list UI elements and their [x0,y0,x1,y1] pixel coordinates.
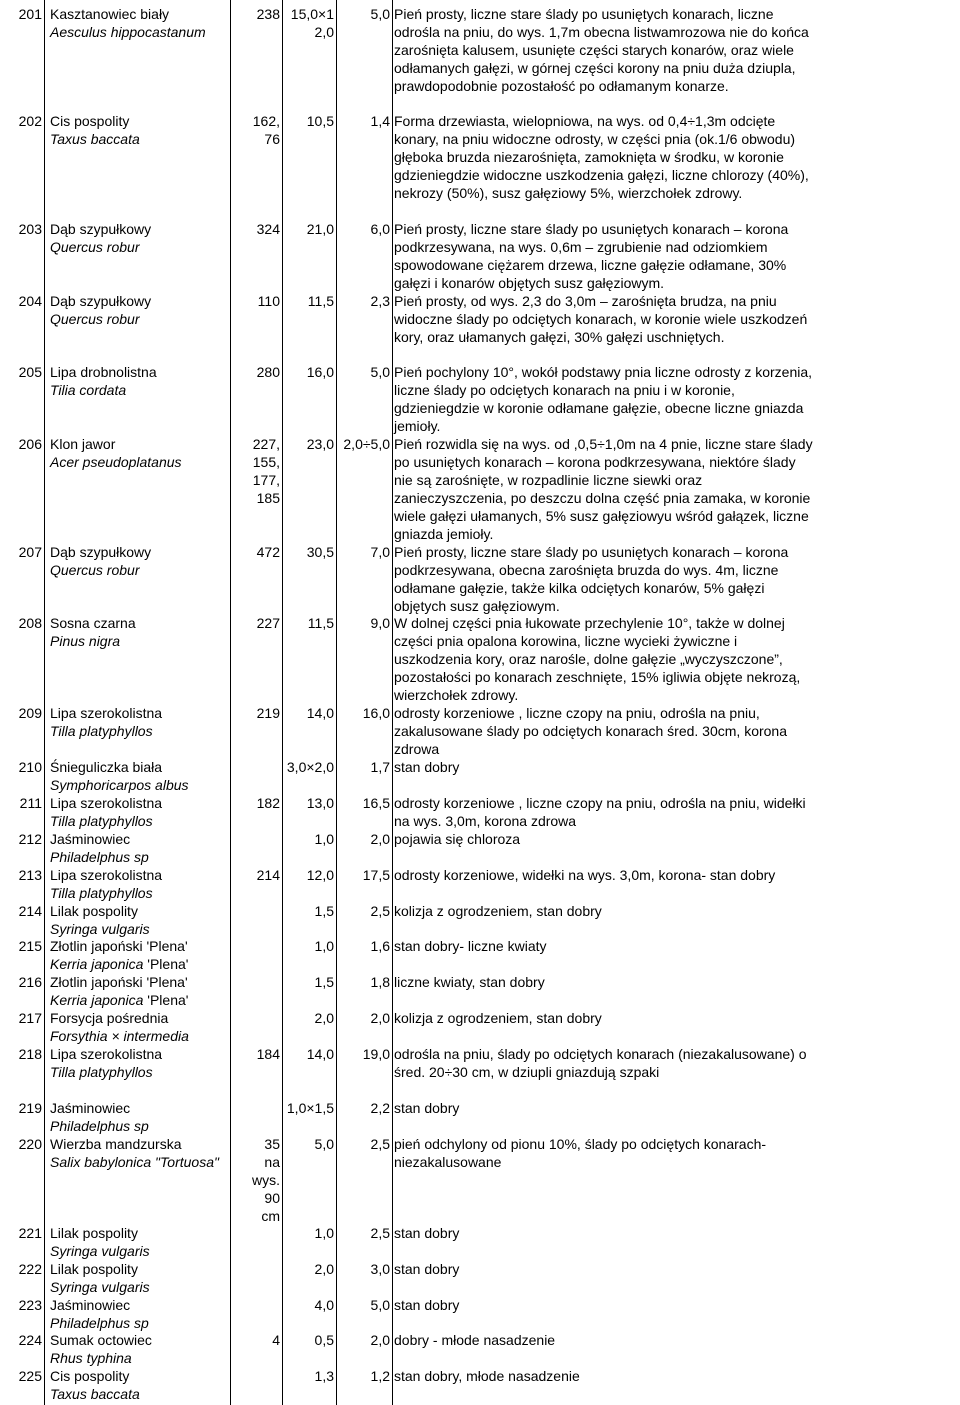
polish-name: Lipa szerokolistna [50,1046,163,1062]
row-number: 223 [18,1297,42,1313]
crown-diameter: 3,0 [370,1261,390,1277]
tree-name [50,937,235,973]
tree-name [50,1296,235,1332]
description-line: liczne kwiaty, stan dobry [394,974,545,990]
latin-name-italic: Kerria japonica [50,956,144,972]
condition-description [394,973,958,991]
tree-height: 5,0 [314,1136,334,1152]
description-line: części pnia opalona korowina, liczne wycieki żywiczne i [394,633,738,649]
polish-name: Sosna czarna [50,615,136,631]
latin-name [50,23,235,41]
description-line: Pień prosty, liczne stare ślady po usuniętych konarach – korona [394,221,789,237]
trunk-circumference: 227 [256,615,280,631]
latin-name [50,1349,235,1367]
description-line: śred. 20÷30 cm, w dziupli gniazdują szpaki [394,1064,660,1080]
latin-name-italic: Tilla platyphyllos [50,1064,153,1080]
tree-height: 15,0×1 2,0 [290,6,334,40]
latin-name-italic: Tilla platyphyllos [50,723,153,739]
description-line: odłamanych gałęzi, w górnej części korony na pniu duża dziupla, [394,60,796,76]
condition-description [394,902,958,920]
trunk-circumference: 182 [256,795,280,811]
tree-name [50,1260,235,1296]
description-line: pozostałości po konarach zeschnięte, 15% igliwia objęte nekrozą, [394,669,801,685]
condition-description [394,5,958,95]
row-number: 202 [18,113,42,129]
latin-name [50,453,235,471]
condition-description [394,220,958,292]
tree-height: 2,0 [314,1261,334,1277]
description-line: Pień rozwidla się na wys. od ,0,5÷1,0m na 4 pnie, liczne stare ślady [394,436,813,452]
polish-name: Wierzba mandzurska [50,1136,182,1152]
latin-name [50,1314,235,1332]
tree-name [50,614,235,650]
latin-name-italic: Tilla platyphyllos [50,813,153,829]
crown-diameter: 7,0 [370,544,390,560]
row-number: 211 [19,795,42,811]
tree-height: 14,0 [306,1046,334,1062]
latin-name-italic: Salix babylonica "Tortuosa" [50,1154,219,1170]
latin-name [50,238,235,256]
crown-diameter: 2,0 [370,1332,390,1348]
latin-name-italic: Aesculus hippocastanum [50,24,206,40]
condition-description [394,1296,958,1314]
polish-name: Lipa szerokolistna [50,705,163,721]
condition-description [394,794,958,830]
latin-name [50,722,235,740]
description-line: odłamane gałęzie, także kilka odciętych konarów, 5% gałęzi [394,580,765,596]
description-line: odrośla na pniu, do wys. 1,7m obecna listwamrozowa nie do końca [394,24,809,40]
polish-name: Lilak pospolity [50,1261,138,1277]
row-number: 213 [18,867,42,883]
tree-height: 1,0×1,5 [286,1100,334,1116]
description-line: odrośla na pniu, ślady po odciętych konarach (niezakalusowane) o [394,1046,807,1062]
description-line: gniazda jemioły. [394,526,494,542]
description-line: Forma drzewiasta, wielopniowa, na wys. od 0,4÷1,3m odcięte [394,113,776,129]
tree-name [50,758,235,794]
latin-name-italic: Syringa vulgaris [50,921,150,937]
tree-name [50,112,235,148]
latin-name [50,381,235,399]
tree-height: 1,5 [314,974,334,990]
description-line: pień odchylony od pionu 10%, ślady po odciętych konarach- [394,1136,767,1152]
tree-height: 3,0×2,0 [286,759,334,775]
description-line: uszkodzenia kory, oraz narośle, dolne gałęzie „wyczyszczone”, [394,651,783,667]
description-line: wierzchołek zdrowy. [394,687,519,703]
tree-name [50,1367,235,1403]
latin-name-italic: Tilla platyphyllos [50,885,153,901]
tree-name [50,794,235,830]
latin-name-italic: Philadelphus sp [50,849,149,865]
latin-name [50,884,235,902]
condition-description [394,1224,958,1242]
polish-name: Dąb szypułkowy [50,221,152,237]
latin-name-italic: Quercus robur [50,311,140,327]
tree-name [50,435,235,471]
tree-height: 1,3 [314,1368,334,1384]
tree-height: 14,0 [306,705,334,721]
latin-name-italic: Rhus typhina [50,1350,132,1366]
description-line: podkrzesywana, na wys. 0,6m – zgrubienie nad odziomkiem [394,239,768,255]
description-line: Pień prosty, liczne stare ślady po usuniętych konarach, liczne [394,6,774,22]
description-line: widoczne ślady po odciętych konarach, w koronie wiele uszkodzeń [394,311,808,327]
description-line: zarośnięta kalusem, usunięte części starych konarów, oraz wiele [394,42,794,58]
tree-height: 16,0 [306,364,334,380]
column-divider [44,0,45,1405]
description-line: stan dobry [394,759,460,775]
description-line: Pień prosty, liczne stare ślady po usuniętych konarach – korona [394,544,789,560]
row-number: 216 [18,974,42,990]
row-number: 225 [18,1368,42,1384]
polish-name: Lilak pospolity [50,1225,138,1241]
trunk-circumference: 35 na wys. 90 cm [252,1136,280,1224]
polish-name: Cis pospolity [50,1368,130,1384]
crown-diameter: 9,0 [370,615,390,631]
latin-name [50,1385,235,1403]
polish-name: Złotlin japoński 'Plena' [50,974,188,990]
row-number: 215 [18,938,42,954]
polish-name: Lipa szerokolistna [50,795,163,811]
tree-name [50,220,235,256]
condition-description [394,292,958,346]
row-number: 206 [18,436,42,452]
description-line: dobry - młode nasadzenie [394,1332,556,1348]
tree-name [50,902,235,938]
latin-name-italic: Quercus robur [50,562,140,578]
description-line: stan dobry [394,1225,460,1241]
tree-name [50,830,235,866]
row-number: 214 [18,903,42,919]
description-line: gałęzi i konarów objętych susz gałęziowym. [394,275,665,291]
description-line: W dolnej części pnia łukowate przechylenie 10°, także w dolnej [394,615,785,631]
tree-name [50,363,235,399]
description-line: na wys. 3,0m, korona zdrowa [394,813,577,829]
tree-name [50,704,235,740]
polish-name: Dąb szypułkowy [50,544,152,560]
column-divider [336,0,337,1405]
description-line: jemioły. [394,418,441,434]
latin-name [50,1153,235,1171]
condition-description [394,1045,958,1081]
description-line: zdrowa [394,741,440,757]
trunk-circumference: 238 [256,6,280,22]
row-number: 222 [18,1261,42,1277]
condition-description [394,937,958,955]
crown-diameter: 2,2 [370,1100,390,1116]
tree-height: 12,0 [306,867,334,883]
row-number: 220 [18,1136,42,1152]
polish-name: Złotlin japoński 'Plena' [50,938,188,954]
latin-name-italic: Acer pseudoplatanus [50,454,182,470]
row-number: 209 [18,705,42,721]
tree-name [50,5,235,41]
cultivar-suffix: 'Plena' [143,992,189,1008]
latin-name-italic: Philadelphus sp [50,1315,149,1331]
row-number: 221 [18,1225,42,1241]
column-divider [282,0,283,1405]
description-line: kolizja z ogrodzeniem, stan dobry [394,903,602,919]
condition-description [394,830,958,848]
description-line: liczne ślady po odciętych konarach na pniu i w koronie, [394,382,735,398]
tree-name [50,292,235,328]
description-line: pojawia się chloroza [394,831,521,847]
description-line: stan dobry [394,1297,460,1313]
latin-name-italic: Syringa vulgaris [50,1279,150,1295]
description-line: wiele gałęzi ułamanych, 5% susz gałęziowyu wśród gałązek, liczne [394,508,809,524]
condition-description [394,363,958,435]
crown-diameter: 1,2 [370,1368,390,1384]
crown-diameter: 2,0 [370,831,390,847]
description-line: gdzieniegdzie widoczne uszkodzenia gałęzi, liczne chlorozy (40%), [394,167,809,183]
latin-name-italic: Symphoricarpos albus [50,777,189,793]
row-number: 218 [18,1046,42,1062]
polish-name: Kasztanowiec biały [50,6,170,22]
tree-name [50,1009,235,1045]
description-line: kolizja z ogrodzeniem, stan dobry [394,1010,602,1026]
crown-diameter: 5,0 [370,1297,390,1313]
trunk-circumference: 162, 76 [252,113,280,147]
latin-name [50,1063,235,1081]
latin-name [50,848,235,866]
tree-height: 0,5 [314,1332,334,1348]
crown-diameter: 16,5 [362,795,390,811]
tree-height: 2,0 [314,1010,334,1026]
trunk-circumference: 214 [256,867,280,883]
latin-name [50,920,235,938]
crown-diameter: 19,0 [362,1046,390,1062]
description-line: prawdopodobnie pozostałość po odłamanym konarze. [394,78,729,94]
tree-name [50,1045,235,1081]
crown-diameter: 1,7 [370,759,390,775]
polish-name: Lipa szerokolistna [50,867,163,883]
row-number: 205 [18,364,42,380]
description-line: zanieczyszczenia, po deszczu dolna część pnia zamaka, w koronie [394,490,811,506]
latin-name [50,812,235,830]
condition-description [394,1367,958,1385]
cultivar-suffix: 'Plena' [143,956,189,972]
latin-name-italic: Tilia cordata [50,382,127,398]
row-number: 201 [18,6,42,22]
row-number: 208 [18,615,42,631]
crown-diameter: 17,5 [362,867,390,883]
condition-description [394,112,958,202]
tree-name [50,543,235,579]
description-line: niezakalusowane [394,1154,502,1170]
description-line: gdzieniegdzie w koronie odłamane gałęzie, obecne liczne gniazda [394,400,804,416]
crown-diameter: 1,8 [370,974,390,990]
latin-name [50,561,235,579]
description-line: nie są zarośnięte, w rozpadlinie liczne siewki oraz [394,472,703,488]
tree-height: 13,0 [306,795,334,811]
crown-diameter: 2,5 [370,1136,390,1152]
description-line: zakalusowane ślady po odciętych konarach śred. 30cm, korona [394,723,787,739]
tree-height: 1,0 [314,831,334,847]
trunk-circumference: 4 [272,1332,280,1348]
latin-name-italic: Forsythia × intermedia [50,1028,189,1044]
latin-name [50,632,235,650]
description-line: objętych susz gałęziowym. [394,598,560,614]
row-number: 224 [18,1332,42,1348]
latin-name [50,1027,235,1045]
polish-name: Lipa drobnolistna [50,364,157,380]
trunk-circumference: 280 [256,364,280,380]
latin-name-italic: Philadelphus sp [50,1118,149,1134]
condition-description [394,758,958,776]
latin-name [50,1242,235,1260]
tree-height: 21,0 [306,221,334,237]
description-line: odrosty korzeniowe, widełki na wys. 3,0m, korona- stan dobry [394,867,776,883]
polish-name: Jaśminowiec [50,1297,131,1313]
row-number: 210 [18,759,42,775]
description-line: kory, oraz ułamanych gałęzi, 30% gałęzi uschniętych. [394,329,725,345]
trunk-circumference: 184 [256,1046,280,1062]
crown-diameter: 16,0 [362,705,390,721]
tree-name [50,973,235,1009]
condition-description [394,435,958,543]
latin-name [50,1117,235,1135]
latin-name [50,1278,235,1296]
latin-name [50,991,235,1009]
tree-height: 1,5 [314,903,334,919]
crown-diameter: 1,6 [370,938,390,954]
condition-description [394,704,958,758]
description-line: odrosty korzeniowe , liczne czopy na pniu, odrośla na pniu, widełki [394,795,806,811]
condition-description [394,1135,958,1171]
tree-height: 11,5 [307,615,334,631]
row-number: 219 [18,1100,42,1116]
trunk-circumference: 219 [256,705,280,721]
crown-diameter: 6,0 [370,221,390,237]
description-line: Pień prosty, od wys. 2,3 do 3,0m – zarośnięta brudza, na pniu [394,293,777,309]
description-line: konary, na pniu widoczne odrosty, w części pnia (ok.1/6 obwodu) [394,131,796,147]
row-number: 204 [18,293,42,309]
polish-name: Cis pospolity [50,113,130,129]
tree-height: 1,0 [314,1225,334,1241]
latin-name-italic: Kerria japonica [50,992,144,1008]
tree-name [50,1331,235,1367]
row-number: 212 [18,831,42,847]
crown-diameter: 2,0÷5,0 [343,436,390,452]
condition-description [394,1331,958,1349]
trunk-circumference: 472 [256,544,280,560]
crown-diameter: 1,4 [370,113,390,129]
latin-name [50,130,235,148]
condition-description [394,1260,958,1278]
description-line: nekrozy (50%), susz gałęziowy 5%, wierzchołek zdrowy. [394,185,743,201]
description-line: stan dobry, młode nasadzenie [394,1368,580,1384]
polish-name: Jaśminowiec [50,831,131,847]
latin-name [50,776,235,794]
crown-diameter: 2,0 [370,1010,390,1026]
description-line: spowodowane ciężarem drzewa, liczne gałęzie odłamane, 30% [394,257,787,273]
condition-description [394,543,958,615]
column-divider [230,0,231,1405]
description-line: stan dobry [394,1261,460,1277]
polish-name: Klon jawor [50,436,116,452]
trunk-circumference: 324 [256,221,280,237]
latin-name-italic: Quercus robur [50,239,140,255]
tree-height: 1,0 [314,938,334,954]
description-line: głęboka bruzda niezarośnięta, zamoknięta w środku, w koronie [394,149,784,165]
latin-name [50,955,235,973]
crown-diameter: 5,0 [370,6,390,22]
tree-name [50,1099,235,1135]
polish-name: Śnieguliczka biała [50,759,163,775]
latin-name-italic: Taxus baccata [50,1386,140,1402]
description-line: podkrzesywana, obecna zarośnięta bruzda do wys. 4m, liczne [394,562,779,578]
description-line: stan dobry [394,1100,460,1116]
tree-height: 11,5 [307,293,334,309]
condition-description [394,1009,958,1027]
description-line: Pień pochylony 10°, wokół podstawy pnia liczne odrosty z korzenia, [394,364,813,380]
row-number: 203 [18,221,42,237]
tree-height: 4,0 [314,1297,334,1313]
description-line: odrosty korzeniowe , liczne czopy na pniu, odrośla na pniu, [394,705,760,721]
latin-name-italic: Syringa vulgaris [50,1243,150,1259]
polish-name: Lilak pospolity [50,903,138,919]
row-number: 207 [18,544,42,560]
tree-height: 23,0 [306,436,334,452]
column-divider [392,0,393,1405]
description-line: po usuniętych konarach – korona podkrzesywana, niektóre ślady [394,454,796,470]
tree-height: 30,5 [306,544,334,560]
crown-diameter: 5,0 [370,364,390,380]
latin-name-italic: Pinus nigra [50,633,121,649]
polish-name: Forsycja pośrednia [50,1010,169,1026]
trunk-circumference: 110 [257,293,280,309]
tree-name [50,1135,235,1171]
tree-name [50,1224,235,1260]
crown-diameter: 2,5 [370,1225,390,1241]
condition-description [394,1099,958,1117]
polish-name: Jaśminowiec [50,1100,131,1116]
trunk-circumference: 227, 155, 177, 185 [252,436,280,506]
polish-name: Sumak octowiec [50,1332,152,1348]
polish-name: Dąb szypułkowy [50,293,152,309]
tree-height: 10,5 [306,113,334,129]
crown-diameter: 2,3 [370,293,390,309]
tree-name [50,866,235,902]
row-number: 217 [18,1010,42,1026]
latin-name [50,310,235,328]
crown-diameter: 2,5 [370,903,390,919]
description-line: stan dobry- liczne kwiaty [394,938,547,954]
condition-description [394,866,958,884]
condition-description [394,614,958,704]
latin-name-italic: Taxus baccata [50,131,140,147]
